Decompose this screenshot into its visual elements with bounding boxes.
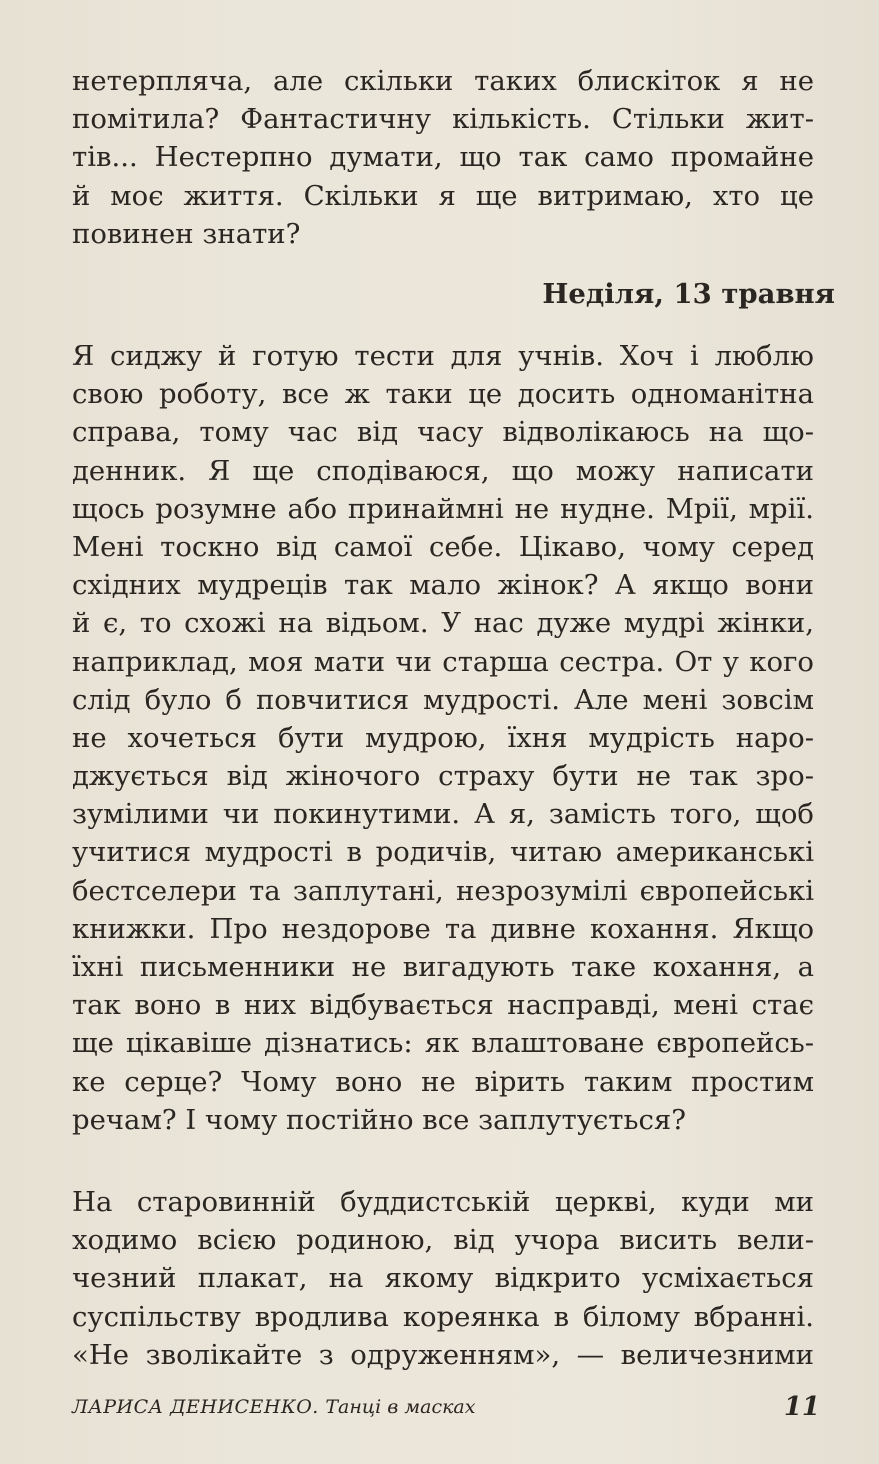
paragraph-2 xyxy=(72,337,814,1139)
text-line: повинен знати? xyxy=(72,217,301,250)
text-line: ще цікавіше дізнатись: як влаштоване європейсь- xyxy=(72,1027,814,1060)
text-line: денник. Я ще сподіваюся, що можу написати xyxy=(72,454,814,487)
text-line: джується від жіночого страху бути не так зро- xyxy=(72,760,814,793)
text-line: справа, тому час від часу відволікаюсь на що- xyxy=(72,416,814,449)
footer-book-title: Танці в масках xyxy=(325,1396,476,1418)
text-line: свою роботу, все ж таки це досить одноманітна xyxy=(72,378,814,411)
text-line: й моє життя. Скільки я ще витримаю, хто це xyxy=(72,179,814,212)
text-line: «Не зволікайте з одруженням», — величезними xyxy=(72,1338,814,1371)
text-line: книжки. Про нездорове та дивне кохання. Якщо xyxy=(72,912,814,945)
text-line: бестселери та заплутані, незрозумілі європейські xyxy=(72,874,814,907)
text-line: На старовинній буддистській церкві, куди ми xyxy=(72,1186,814,1218)
text-line: речам? І чому постійно все заплутується? xyxy=(72,1103,686,1136)
text-line: учитися мудрості в родичів, читаю американські xyxy=(72,836,814,869)
text-line: так воно в них відбувається насправді, мені стає xyxy=(72,989,814,1022)
text-line: суспільству вродлива кореянка в білому вбранні. xyxy=(72,1300,814,1333)
text-line: помітила? Фантастичну кількість. Стільки жит- xyxy=(72,103,814,136)
text-line: щось розумне або принаймні не нудне. Мрії, мрії. xyxy=(72,492,814,525)
footer-author: ЛАРИСА ДЕНИСЕНКО. xyxy=(72,1396,319,1418)
text-line: Мені тоскно від самої себе. Цікаво, чому серед xyxy=(72,530,814,563)
text-line: не хочеться бути мудрою, їхня мудрість наро- xyxy=(72,721,814,754)
text-line: й є, то схожі на відьом. У нас дуже мудрі жінки, xyxy=(72,607,814,640)
text-line: їхні письменники не вигадують таке кохання, а xyxy=(72,951,814,983)
text-line: нетерпляча, але скільки таких блискіток я не xyxy=(72,65,814,97)
text-line: східних мудреців так мало жінок? А якщо вони xyxy=(72,569,814,602)
text-line: Я сиджу й готую тести для учнів. Хоч і люблю xyxy=(72,340,814,372)
text-line: наприклад, моя мати чи старша сестра. От у кого xyxy=(72,645,814,678)
text-line: ке серце? Чому воно не вірить таким простим xyxy=(72,1065,814,1098)
page-number: 11 xyxy=(783,1392,820,1422)
paragraph-1 xyxy=(72,62,814,253)
running-footer xyxy=(72,1392,820,1426)
paragraph-3 xyxy=(72,1183,814,1374)
footer-credit xyxy=(72,1396,475,1418)
text-line: чезний плакат, на якому відкрито усміхається xyxy=(72,1262,814,1295)
text-line: ходимо всією родиною, від учора висить вели- xyxy=(72,1224,814,1257)
text-line: тів... Нестерпно думати, що так само промайне xyxy=(72,141,814,174)
date-heading: Неділя, 13 травня xyxy=(542,278,835,310)
text-line: зумілими чи покинутими. А я, замість того, щоб xyxy=(72,798,814,831)
text-line: слід було б повчитися мудрості. Але мені зовсім xyxy=(72,683,814,716)
